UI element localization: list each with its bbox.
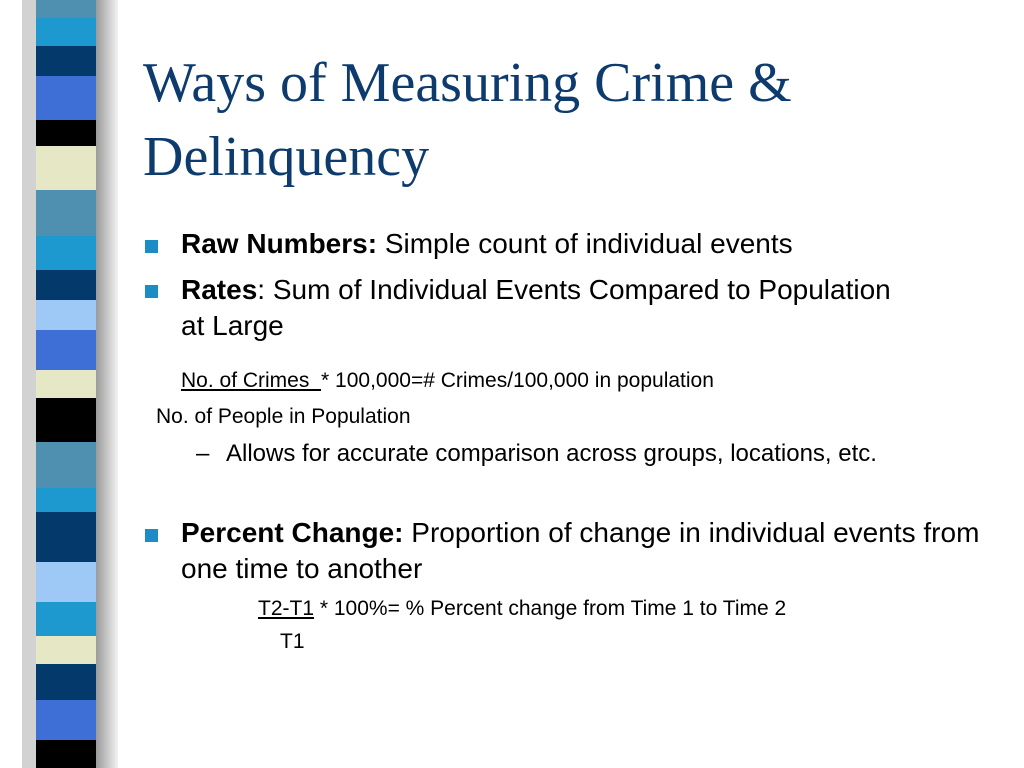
stripe-segment — [36, 0, 96, 18]
stripe-segment — [36, 488, 96, 512]
stripe-segment — [36, 300, 96, 330]
stripe-segment — [36, 146, 96, 190]
stripe-segment — [36, 46, 96, 76]
formula-rest: * 100%= % Percent change from Time 1 to Time 2 — [314, 597, 787, 620]
sub-bullet-dash: – — [196, 440, 210, 467]
bullet-rates — [181, 272, 901, 344]
stripe-shadow — [22, 0, 36, 768]
stripe-segment — [36, 636, 96, 664]
stripe-segment — [36, 370, 96, 398]
stripe-segment — [36, 76, 96, 120]
formula-numerator: T2-T1 — [258, 597, 315, 620]
slide-title: Ways of Measuring Crime & Delinquency — [143, 52, 792, 188]
bullet-percent-change — [181, 515, 981, 587]
bullet-square-icon — [145, 285, 158, 298]
bullet-text: Simple count of individual events — [377, 228, 793, 259]
stripe-segment — [36, 330, 96, 370]
stripe-segment — [36, 512, 96, 562]
bullet-raw-numbers — [181, 226, 793, 262]
stripe-segment — [36, 740, 96, 768]
stripe-segment — [36, 562, 96, 602]
bullet-term: Percent Change: — [181, 517, 404, 548]
formula-rest: * 100,000=# Crimes/100,000 in population — [321, 369, 714, 392]
stripe-segment — [36, 442, 96, 488]
bullet-square-icon — [145, 529, 158, 542]
bullet-term: Raw Numbers: — [181, 228, 378, 259]
stripe-segment — [36, 398, 96, 442]
formula-numerator: No. of Crimes — [181, 369, 322, 392]
stripe-segment — [36, 190, 96, 236]
stripe-segment — [36, 270, 96, 300]
stripe-edge — [0, 0, 22, 768]
bullet-term: Rates — [181, 274, 258, 305]
change-formula-line — [258, 596, 786, 622]
sub-bullet-text: Allows for accurate comparison across groups, locations, etc. — [226, 440, 877, 467]
rate-formula-denominator: No. of People in Population — [156, 405, 411, 428]
bullet-text: Proportion of change in individual events from one time to another — [181, 517, 980, 584]
stripe-segment — [36, 18, 96, 46]
change-formula-denominator: T1 — [280, 630, 305, 653]
stripe-segment — [36, 236, 96, 270]
stripe-shadow-right — [96, 0, 118, 768]
decorative-stripe — [0, 0, 118, 768]
stripe-segment — [36, 602, 96, 636]
stripe-segment — [36, 664, 96, 700]
bullet-text: : Sum of Individual Events Compared to Population at Large — [181, 274, 891, 341]
stripe-segment — [36, 700, 96, 740]
rate-formula-line — [181, 368, 714, 394]
stripe-segment — [36, 120, 96, 146]
bullet-square-icon — [145, 240, 158, 253]
